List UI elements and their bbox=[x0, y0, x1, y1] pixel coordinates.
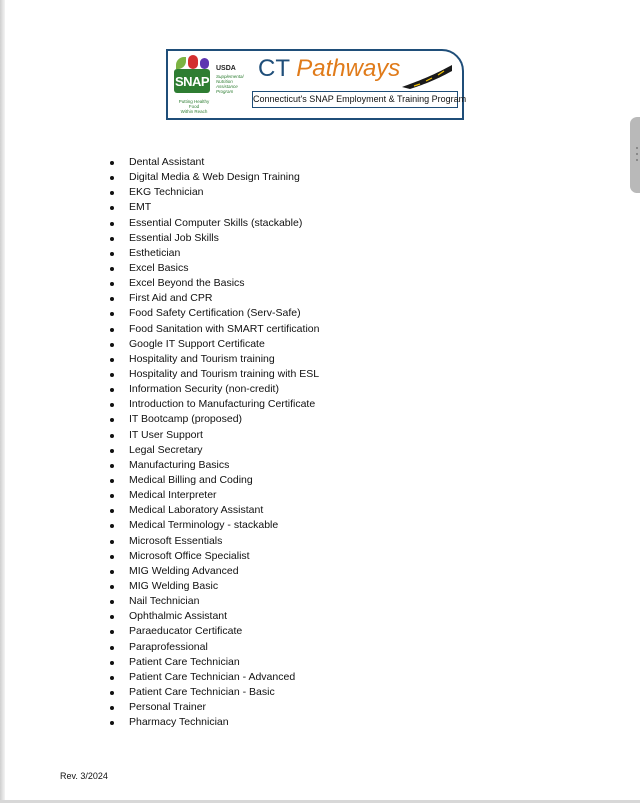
list-item: Manufacturing Basics bbox=[107, 458, 319, 473]
list-item: Esthetician bbox=[107, 246, 319, 261]
list-item: Paraeducator Certificate bbox=[107, 624, 319, 639]
list-item: Patient Care Technician - Basic bbox=[107, 685, 319, 700]
side-scroll-handle[interactable] bbox=[630, 117, 640, 193]
snap-tagline-line: Within Reach bbox=[180, 109, 208, 114]
list-item: EKG Technician bbox=[107, 185, 319, 200]
header-logo-banner bbox=[166, 49, 467, 120]
list-item: Information Security (non-credit) bbox=[107, 382, 319, 397]
list-item: Microsoft Essentials bbox=[107, 534, 319, 549]
list-item: Personal Trainer bbox=[107, 700, 319, 715]
list-item: Ophthalmic Assistant bbox=[107, 609, 319, 624]
list-item: IT Bootcamp (proposed) bbox=[107, 412, 319, 427]
road-icon bbox=[400, 59, 454, 89]
grip-dot-icon bbox=[636, 153, 638, 155]
list-item: Food Sanitation with SMART certification bbox=[107, 322, 319, 337]
revision-date: Rev. 3/2024 bbox=[60, 771, 108, 781]
snap-program-line: Assistance bbox=[216, 84, 238, 89]
list-item: Medical Billing and Coding bbox=[107, 473, 319, 488]
snap-program-line: Nutrition bbox=[216, 79, 233, 84]
list-item: Essential Computer Skills (stackable) bbox=[107, 216, 319, 231]
list-item: Microsoft Office Specialist bbox=[107, 549, 319, 564]
snap-agency: USDA bbox=[216, 65, 236, 72]
list-item: Medical Interpreter bbox=[107, 488, 319, 503]
list-item: First Aid and CPR bbox=[107, 291, 319, 306]
grip-dot-icon bbox=[636, 147, 638, 149]
list-item: Paraprofessional bbox=[107, 640, 319, 655]
list-item: Hospitality and Tourism training with ESL bbox=[107, 367, 319, 382]
snap-produce-icon bbox=[200, 58, 209, 69]
list-item: Food Safety Certification (Serv-Safe) bbox=[107, 306, 319, 321]
list-item: Dental Assistant bbox=[107, 155, 319, 170]
list-item: Patient Care Technician - Advanced bbox=[107, 670, 319, 685]
grip-dot-icon bbox=[636, 159, 638, 161]
list-item: Google IT Support Certificate bbox=[107, 337, 319, 352]
list-item: Pharmacy Technician bbox=[107, 715, 319, 730]
program-list bbox=[107, 155, 319, 730]
snap-produce-icon bbox=[188, 55, 198, 69]
list-item: Medical Laboratory Assistant bbox=[107, 503, 319, 518]
list-item: Nail Technician bbox=[107, 594, 319, 609]
snap-logo bbox=[172, 55, 254, 115]
list-item: Essential Job Skills bbox=[107, 231, 319, 246]
list-item: Excel Beyond the Basics bbox=[107, 276, 319, 291]
list-item: Introduction to Manufacturing Certificate bbox=[107, 397, 319, 412]
list-item: EMT bbox=[107, 200, 319, 215]
list-item: Hospitality and Tourism training bbox=[107, 352, 319, 367]
snap-program-line: Supplemental bbox=[216, 74, 244, 79]
snap-tagline-line: Putting Healthy Food bbox=[178, 99, 210, 109]
snap-tagline bbox=[174, 99, 214, 114]
list-item: MIG Welding Advanced bbox=[107, 564, 319, 579]
ct-pathways-title bbox=[258, 55, 400, 83]
list-item: Medical Terminology - stackable bbox=[107, 518, 319, 533]
list-item: Patient Care Technician bbox=[107, 655, 319, 670]
list-item: IT User Support bbox=[107, 428, 319, 443]
snap-program-line: Program bbox=[216, 89, 234, 94]
program-subtitle: Connecticut's SNAP Employment & Training Program bbox=[252, 91, 458, 108]
page-left-edge bbox=[0, 0, 5, 803]
snap-program-name bbox=[216, 74, 256, 94]
list-item: Excel Basics bbox=[107, 261, 319, 276]
title-pathways: Pathways bbox=[296, 55, 401, 82]
title-ct: CT bbox=[258, 55, 290, 82]
list-item: Digital Media & Web Design Training bbox=[107, 170, 319, 185]
snap-produce-icon bbox=[176, 57, 186, 69]
snap-mark: SNAP bbox=[174, 69, 210, 93]
list-item: MIG Welding Basic bbox=[107, 579, 319, 594]
list-item: Legal Secretary bbox=[107, 443, 319, 458]
